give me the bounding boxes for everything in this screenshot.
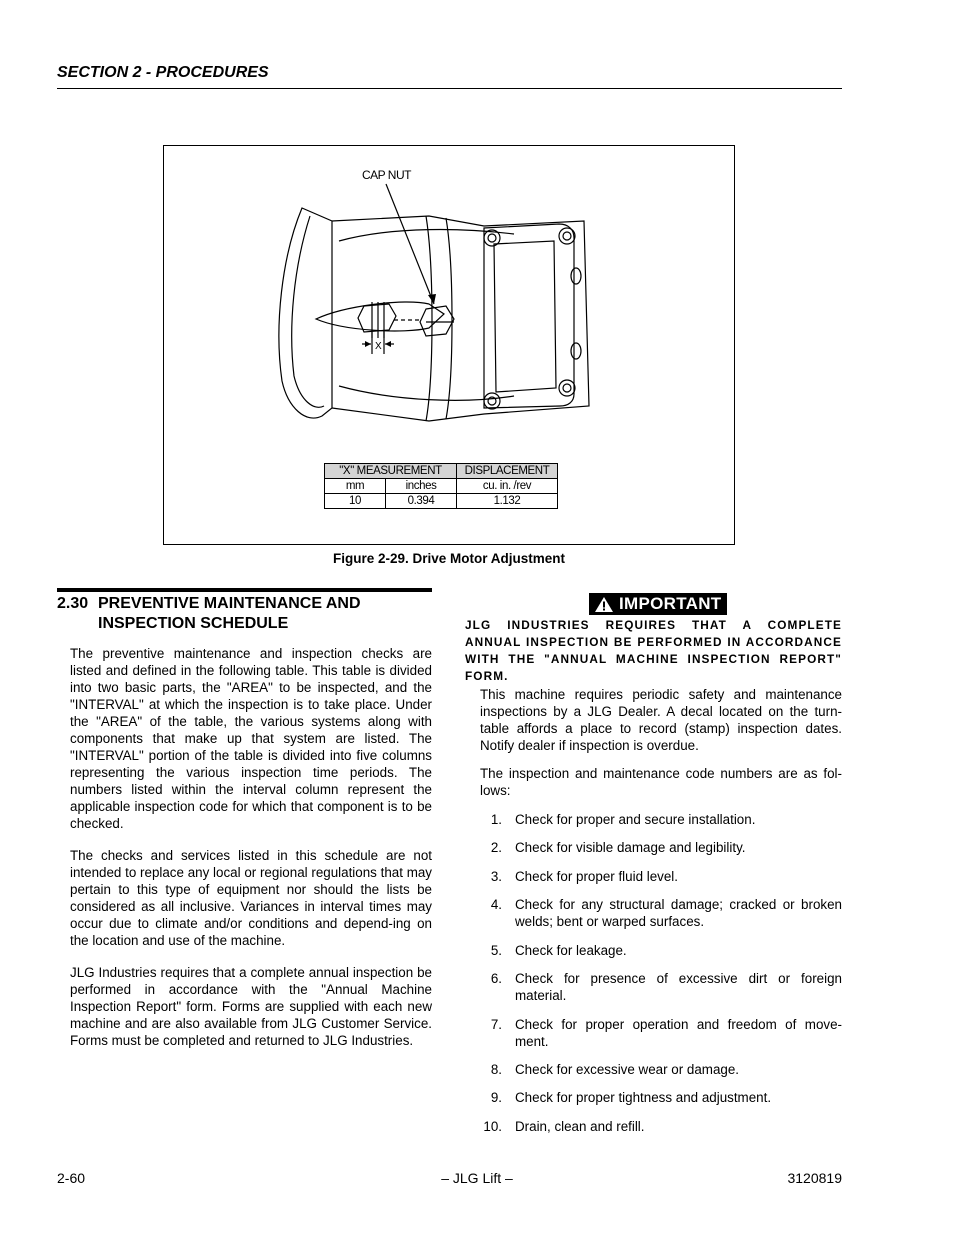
section-rule: [57, 588, 432, 592]
codes-intro-paragraph: The inspection and maintenance code numbers are as fol-lows:: [480, 766, 842, 798]
important-text: JLG INDUSTRIES REQUIRES THAT A COMPLETE ANNUAL INSPECTION BE PERFORMED IN ACCORDANCE WITH THE "ANNUAL MACHINE INSPECTION REPORT" FORM.: [465, 618, 842, 683]
page-number: 2-60: [57, 1170, 86, 1186]
x-measurement-header: "X" MEASUREMENT: [325, 464, 457, 479]
cap-nut-callout: CAP NUT: [362, 168, 411, 182]
section-header: SECTION 2 - PROCEDURES: [57, 64, 269, 81]
document-number: 3120819: [787, 1170, 842, 1186]
figure-drive-motor: [163, 145, 735, 545]
section-heading: PREVENTIVE MAINTENANCE AND INSPECTION SCHEDULE: [98, 595, 361, 632]
dimension-x-label: X: [375, 341, 382, 352]
measurement-table: [324, 463, 558, 509]
section-number: 2.30: [57, 595, 89, 612]
value-mm: 10: [325, 494, 386, 509]
unit-displacement: cu. in. /rev: [457, 479, 558, 494]
header-rule: [57, 88, 842, 89]
regulations-paragraph: The checks and services listed in this schedule are not intended to replace any local or regional regulations that may pertain to this type of equipment nor should the lists be considered as all inclusive. Variances in interval times may occur due to climate and/or conditions and depend-ing on the location and use of the machine.: [70, 848, 432, 948]
warning-icon: [594, 596, 614, 613]
important-label: IMPORTANT: [619, 594, 722, 613]
unit-inches: inches: [386, 479, 457, 494]
intro-paragraph: The preventive maintenance and inspection checks are listed and defined in the following table. This table is divided into two basic parts, the "AREA" to be inspected, and the "INTERVAL" at which the inspection is to take place. Under the "AREA" of the table, the various systems along with components that make up that system are listed. The "INTERVAL" portion of the table is divided into five columns representing the various inspection time periods. The numbers listed within the interval column represent the applicable inspection code for which that component is to be checked.: [70, 646, 432, 831]
figure-caption: Figure 2-29. Drive Motor Adjustment: [332, 551, 566, 566]
unit-mm: mm: [325, 479, 386, 494]
footer-title: – JLG Lift –: [441, 1170, 513, 1186]
displacement-header: DISPLACEMENT: [457, 464, 558, 479]
dealer-paragraph: This machine requires periodic safety and maintenance inspections by a JLG Dealer. A decal located on the turn-table affords a place to record (stamp) inspection dates. Notify dealer if inspection is overdue.: [480, 687, 842, 753]
value-displacement: 1.132: [457, 494, 558, 509]
annual-inspection-paragraph: JLG Industries requires that a complete annual inspection be performed in accordance with the "Annual Machine Inspection Report" form. Forms are supplied with each new machine and are also available from JLG Customer Service. Forms must be completed and returned to JLG Industries.: [70, 965, 432, 1048]
important-badge: [589, 593, 727, 615]
value-inches: 0.394: [386, 494, 457, 509]
